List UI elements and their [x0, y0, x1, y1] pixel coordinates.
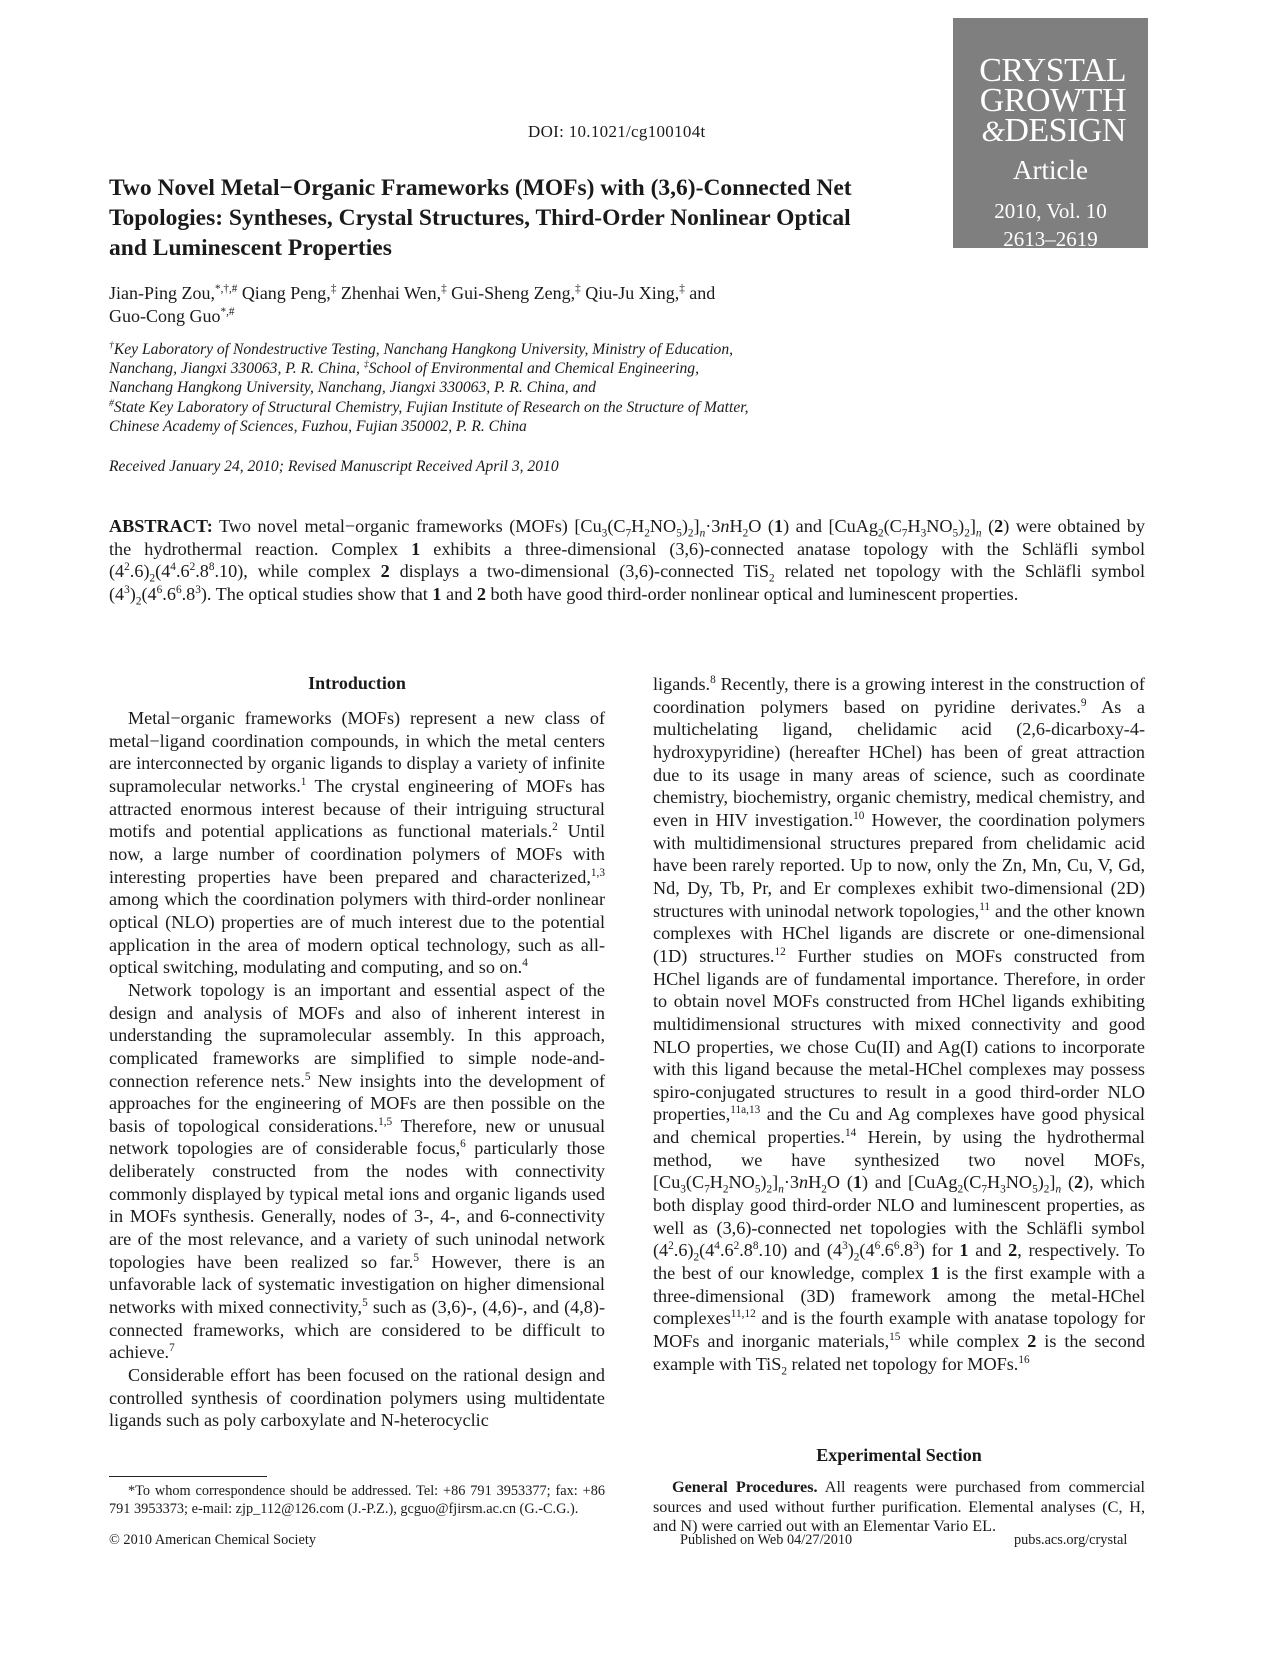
affiliation: State Key Laboratory of Structural Chemistry, Fujian Institute of Research on the Structure of Matter, — [113, 398, 749, 416]
journal-volume: 2010, Vol. 10 — [994, 199, 1107, 223]
affiliation: Nanchang, Jiangxi 330063, P. R. China, — [109, 360, 364, 378]
author: Gui-Sheng Zeng, — [446, 283, 576, 303]
section-heading-experimental: Experimental Section — [816, 1445, 982, 1465]
journal-ampersand: & — [981, 115, 1005, 148]
journal-badge — [953, 18, 1148, 251]
affil-mark: † — [109, 339, 114, 351]
doi: DOI: 10.1021/cg100104t — [528, 122, 706, 141]
author: Jian-Ping Zou, — [109, 283, 215, 303]
copyright: © 2010 American Chemical Society — [109, 1532, 316, 1548]
journal-name-line1: CRYSTAL — [979, 52, 1126, 89]
journal-pages: 2613–2619 — [1003, 227, 1098, 251]
author-mark: ‡ — [441, 283, 447, 295]
general-procedures: General Procedures. All reagents were purchased from commercial sources and used without further purification. Elemental analyses (C, H, and N) were carried out with an Elementar Vario EL. — [653, 1478, 1145, 1536]
publication-date: Published on Web 04/27/2010 — [680, 1532, 853, 1548]
journal-design-word: DESIGN — [1004, 112, 1126, 149]
affiliation: School of Environmental and Chemical Engineering, — [368, 360, 699, 378]
article-title: Two Novel Metal−Organic Frameworks (MOFs) with (3,6)-Connected Net Topologies: Syntheses, Crystal Structures, Third-Order Nonlinear Optical and Luminescent Properties — [109, 175, 852, 261]
paragraph: ligands.$^8$ Recently, there is a growing interest in the construction of coordination polymers based on pyridine derivates.$^9$ As a multichelating ligand, chelidamic acid (2,6-dicarboxy-4-hydroxypyridine) (hereafter HChel) has been of great attraction due to its usage in many areas of science, such as coordinate chemistry, biochemistry, organic chemistry, medical chemistry, and even in HIV investigation.$^{10}$ However, the coordination polymers with multidimensional structures prepared from chelidamic acid have been rarely reported. Up to now, only the Zn, Mn, Cu, V, Gd, Nd, Dy, Tb, Pr, and Er complexes exhibit two-dimensional (2D) structures with uninodal network topologies,$^{11}$ and the other known complexes with HChel ligands are discrete or one-dimensional (1D) structures.$^{12}$ Further studies on MOFs constructed from HChel ligands are of fundamental importance. Therefore, in order to obtain novel MOFs constructed from HChel ligands exhibiting multidimensional structures with mixed connectivity and good NLO properties, we chose Cu(II) and Ag(I) cations to incorporate with this ligand because the metal-HChel complexes may possess spiro-conjugated structures to result in a good third-order NLO properties,$^{11a,13}$ and the Cu and Ag complexes have good physical and chemical properties.$^{14}$ Herein, by using the hydrothermal method, we have synthesized two novel MOFs, $[Cu_3(C_7H_2NO_5)_2]_n\cdot 3nH_2O$ (1) and $[CuAg_2(C_7H_3NO_5)_2]_n$ (2), which both display good third-order NLO and luminescent properties, as well as (3,6)-connected net topologies with the Schläfli symbol $(4^2.6)_2(4^4.6^2.8^8.10)$ and $(4^3)_2(4^6.6^6.8^3)$ for 1 and 2, respectively. To the best of our knowledge, complex 1 is the first example with a three-dimensional (3D) framework among the metal-HChel complexes$^{11,12}$ and is the fourth example with anatase topology for MOFs and inorganic materials,$^{15}$ while complex 2 is the second example with TiS$_2$ related net topology for MOFs.$^{16}$ — [653, 673, 1146, 1378]
author-conjunction: and — [684, 283, 716, 303]
intro-column — [109, 707, 605, 1432]
affiliations — [109, 340, 909, 436]
received-dates: Received January 24, 2010; Revised Manuscript Received April 3, 2010 — [109, 458, 559, 475]
subheading: General Procedures. — [672, 1478, 818, 1496]
author-mark: ‡ — [575, 283, 581, 295]
paragraph: Considerable effort has been focused on the rational design and controlled synthesis of coordination polymers using multidentate ligands such as poly carboxylate and N-heterocyclic — [109, 1365, 605, 1431]
author-mark: ‡ — [679, 283, 685, 295]
abstract-label: ABSTRACT: — [109, 516, 213, 536]
section-heading-introduction: Introduction — [308, 673, 406, 693]
correspondence-footnote: *To whom correspondence should be addressed. Tel: +86 791 3953377; fax: +86 791 3953373; e-mail: zjp_112@126.com (J.-P.Z.), gcguo@fjirsm.ac.cn (G.-C.G.). — [109, 1483, 605, 1517]
paragraph: Network topology is an important and essential aspect of the design and analysis of MOFs and also of inherent interest in understanding the supramolecular assembly. In this approach, complicated frameworks are simplified to simple node-and-connection reference nets.$^5$ New insights into the development of approaches for the engineering of MOFs are then possible on the basis of topological considerations.$^{1,5}$ Therefore, new or unusual network topologies are of considerable focus,$^6$ particularly those deliberately constructed from the nodes with connectivity commonly displayed by typical metal ions and organic ligands used in MOFs synthesis. Generally, nodes of 3-, 4-, and 6-connectivity are of the most relevance, and a variety of such uninodal network topologies have been realized so far.$^5$ However, there is an unfavorable lack of systematic investigation on higher dimensional networks with mixed connectivity,$^5$ such as (3,6)-, (4,6)-, and (4,8)-connected frameworks, which are considered to be difficult to achieve.$^7$ — [109, 979, 606, 1363]
right-column — [653, 673, 1146, 1378]
author-mark: *,# — [220, 306, 235, 318]
affil-mark: # — [109, 397, 114, 409]
journal-url[interactable]: pubs.acs.org/crystal — [1014, 1532, 1128, 1548]
journal-name-line3 — [953, 112, 1148, 149]
journal-name-line2: GROWTH — [979, 82, 1126, 119]
footnote-divider — [109, 1476, 267, 1477]
affiliation: Key Laboratory of Nondestructive Testing, Nanchang Hangkong University, Ministry of Education, — [113, 341, 734, 358]
affiliation: Nanchang Hangkong University, Nanchang, Jiangxi 330063, P. R. China, and — [109, 379, 596, 397]
author: Zhenhai Wen, — [336, 283, 442, 303]
author: Guo-Cong Guo — [109, 306, 221, 326]
author-list — [109, 282, 869, 328]
affiliation: Chinese Academy of Sciences, Fuzhou, Fujian 350002, P. R. China — [109, 417, 527, 435]
paragraph: Metal−organic frameworks (MOFs) represent a new class of metal−ligand coordination compounds, in which the metal centers are interconnected by organic ligands to display a variety of infinite supramolecular networks.$^1$ The crystal engineering of MOFs has attracted enormous interest because of their intriguing structural motifs and potential applications as functional materials.$^2$ Until now, a large number of coordination polymers of MOFs with interesting properties have been prepared and characterized,$^{1,3}$ among which the coordination polymers with third-order nonlinear optical (NLO) properties are of much interest due to the potential application in the area of modern optical technology, such as all-optical switching, modulating and computing, and so on.$^4$ — [109, 708, 606, 978]
article-type: Article — [1013, 155, 1088, 185]
author-mark: *,†,# — [215, 283, 238, 295]
author: Qiu-Ju Xing, — [580, 283, 680, 303]
author: Qiang Peng, — [237, 283, 331, 303]
author-mark: ‡ — [330, 283, 337, 295]
affil-mark: ‡ — [363, 359, 369, 371]
abstract: ABSTRACT: Two novel metal−organic frameworks (MOFs) $[Cu_3(C_7H_2NO_5)_2]_n\cdot 3nH_2O$ (1) and $[CuAg_2(C_7H_3NO_5)_2]_n$ (2) were obtained by the hydrothermal reaction. Complex 1 exhibits a three-dimensional (3,6)-connected anatase topology with the Schläfli symbol $(4^2.6)_2(4^4.6^2.8^8.10)$, while complex 2 displays a two-dimensional (3,6)-connected TiS$_2$ related net topology with the Schläfli symbol $(4^3)_2(4^6.6^6.8^3)$. The optical studies show that 1 and 2 both have good third-order nonlinear optical and luminescent properties. — [109, 516, 1146, 608]
